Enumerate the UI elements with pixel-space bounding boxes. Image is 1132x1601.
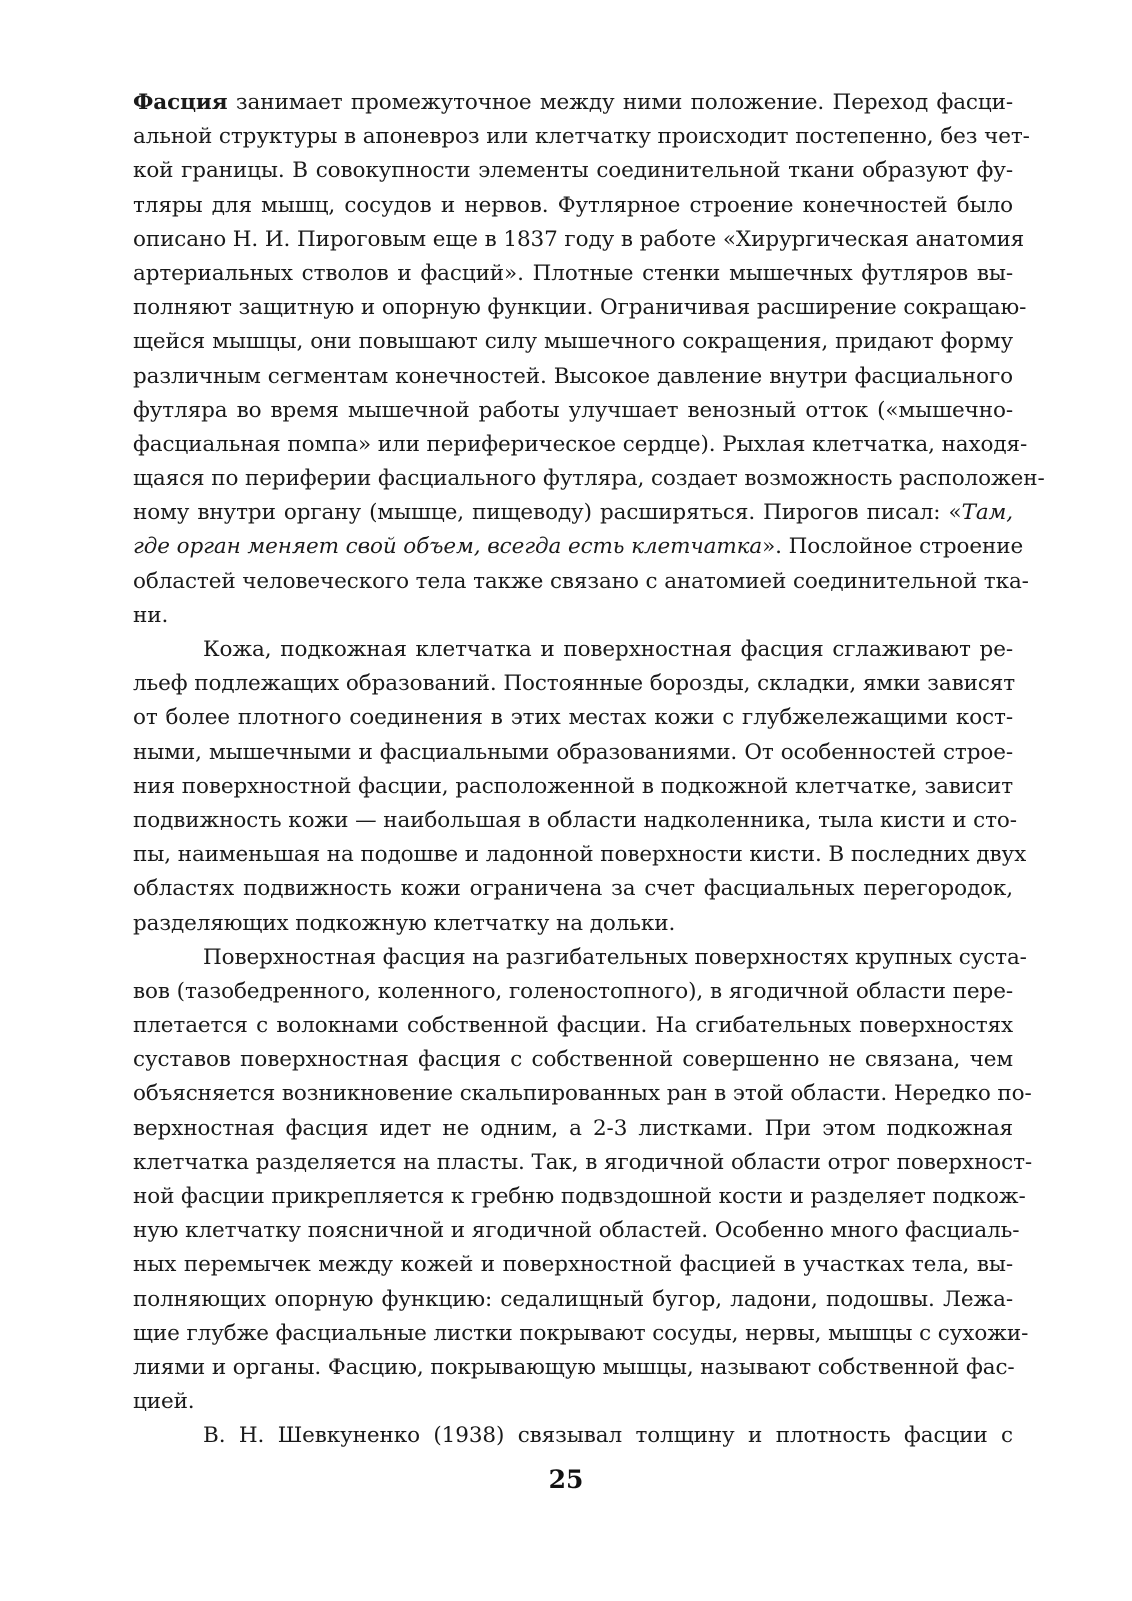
- paragraph-skin-relief: [133, 633, 1027, 941]
- text-line: щие глубже фасциальные листки покрывают сосуды, нервы, мышцы с сухожи-: [133, 1320, 1029, 1346]
- text-line: лиями и органы. Фасцию, покрывающую мышцы, называют собственной фас-: [133, 1354, 1015, 1380]
- text-line: различным сегментам конечностей. Высокое давление внутри фасциального: [133, 363, 1013, 389]
- text-line: разделяющих подкожную клетчатку на дольки.: [133, 910, 676, 936]
- text-line: Кожа, подкожная клетчатка и поверхностная фасция сглаживают ре-: [203, 637, 1013, 662]
- pirogov-quote-start: Там,: [961, 500, 1013, 526]
- text-line: В. Н. Шевкуненко (1938) связывал толщину и плотность фасции с: [203, 1423, 1013, 1449]
- body-text: [133, 86, 1045, 1454]
- text-line: футляра во время мышечной работы улучшает венозный отток («мышечно-: [133, 397, 1013, 423]
- text-line: кой границы. В совокупности элементы соединительной ткани образуют фу-: [133, 158, 1013, 184]
- text-line: плетается с волокнами собственной фасции. На сгибательных поверхностях: [133, 1013, 1013, 1039]
- text-line: полняют защитную и опорную функции. Ограничивая расширение сокращаю-: [133, 295, 1027, 321]
- text-line: суставов поверхностная фасция с собственной совершенно не связана, чем: [133, 1047, 1013, 1073]
- text-line: пы, наименьшая на подошве и ладонной поверхности кисти. В последних двух: [133, 842, 1027, 868]
- paragraph-fascia-intro: [133, 86, 1045, 633]
- text-line: фасциальная помпа» или периферическое сердце). Рыхлая клетчатка, находя-: [133, 431, 1028, 457]
- text-line: областях подвижность кожи ограничена за счет фасциальных перегородок,: [133, 876, 1013, 902]
- text-line: ной фасции прикрепляется к гребню подвздошной кости и разделяет подкож-: [133, 1184, 1026, 1209]
- text-line: ния поверхностной фасции, расположенной в подкожной клетчатке, зависит: [133, 773, 1013, 799]
- text-line: подвижность кожи — наибольшая в области надколенника, тыла кисти и сто-: [133, 807, 1017, 833]
- text-line: областей человеческого тела также связано с анатомией соединительной тка-: [133, 568, 1029, 594]
- text-line: ными, мышечными и фасциальными образованиями. От особенностей строе-: [133, 739, 1013, 765]
- paragraph-superficial-fascia: [133, 941, 1033, 1420]
- text-line: где орган меняет свой объем, всегда есть клетчатка». Послойное строение: [133, 534, 1024, 560]
- text-line: ному внутри органу (мышце, пищеводу) расширяться. Пирогов писал: «Там,: [133, 500, 1013, 526]
- text-line: Поверхностная фасция на разгибательных поверхностях крупных суста-: [203, 944, 1027, 970]
- text-line: тляры для мышц, сосудов и нервов. Футлярное строение конечностей было: [133, 192, 1013, 218]
- page-number: 25: [548, 1465, 584, 1494]
- text-line: артериальных стволов и фасций». Плотные стенки мышечных футляров вы-: [133, 260, 1013, 286]
- pirogov-quote-end: где орган меняет свой объем, всегда есть клетчатка: [133, 534, 763, 560]
- text-line: полняющих опорную функцию: седалищный бугор, ладони, подошвы. Лежа-: [133, 1286, 1013, 1312]
- text-line: Фасция занимает промежуточное между ними положение. Переход фасци-: [133, 90, 1013, 115]
- text-line: объясняется возникновение скальпированных ран в этой области. Нередко по-: [133, 1081, 1032, 1107]
- text-line: щейся мышцы, они повышают силу мышечного сокращения, придают форму: [133, 329, 1013, 355]
- text-line: ную клетчатку поясничной и ягодичной областей. Особенно много фасциаль-: [133, 1218, 1020, 1244]
- text-line: описано Н. И. Пироговым еще в 1837 году в работе «Хирургическая анатомия: [133, 226, 1025, 252]
- text-line: верхностная фасция идет не одним, а 2-3 листками. При этом подкожная: [133, 1115, 1013, 1141]
- text-line: клетчатка разделяется на пласты. Так, в ягодичной области отрог поверхност-: [133, 1149, 1033, 1175]
- text-line: вов (тазобедренного, коленного, голеностопного), в ягодичной области пере-: [133, 978, 1013, 1004]
- text-line: льеф подлежащих образований. Постоянные борозды, складки, ямки зависят: [133, 671, 1016, 697]
- text-line: ных перемычек между кожей и поверхностной фасцией в участках тела, вы-: [133, 1252, 1013, 1278]
- text-line: щаяся по периферии фасциального футляра, создает возможность расположен-: [133, 466, 1045, 492]
- paragraph-shevkunenko: [133, 1419, 1013, 1453]
- text-line: альной структуры в апоневроз или клетчатку происходит постепенно, без чет-: [133, 124, 1030, 150]
- term-fascia: Фасция: [133, 90, 228, 115]
- text-line: цией.: [133, 1389, 195, 1415]
- text-line: от более плотного соединения в этих местах кожи с глубжележащими кост-: [133, 705, 1013, 731]
- text-line: ни.: [133, 602, 169, 628]
